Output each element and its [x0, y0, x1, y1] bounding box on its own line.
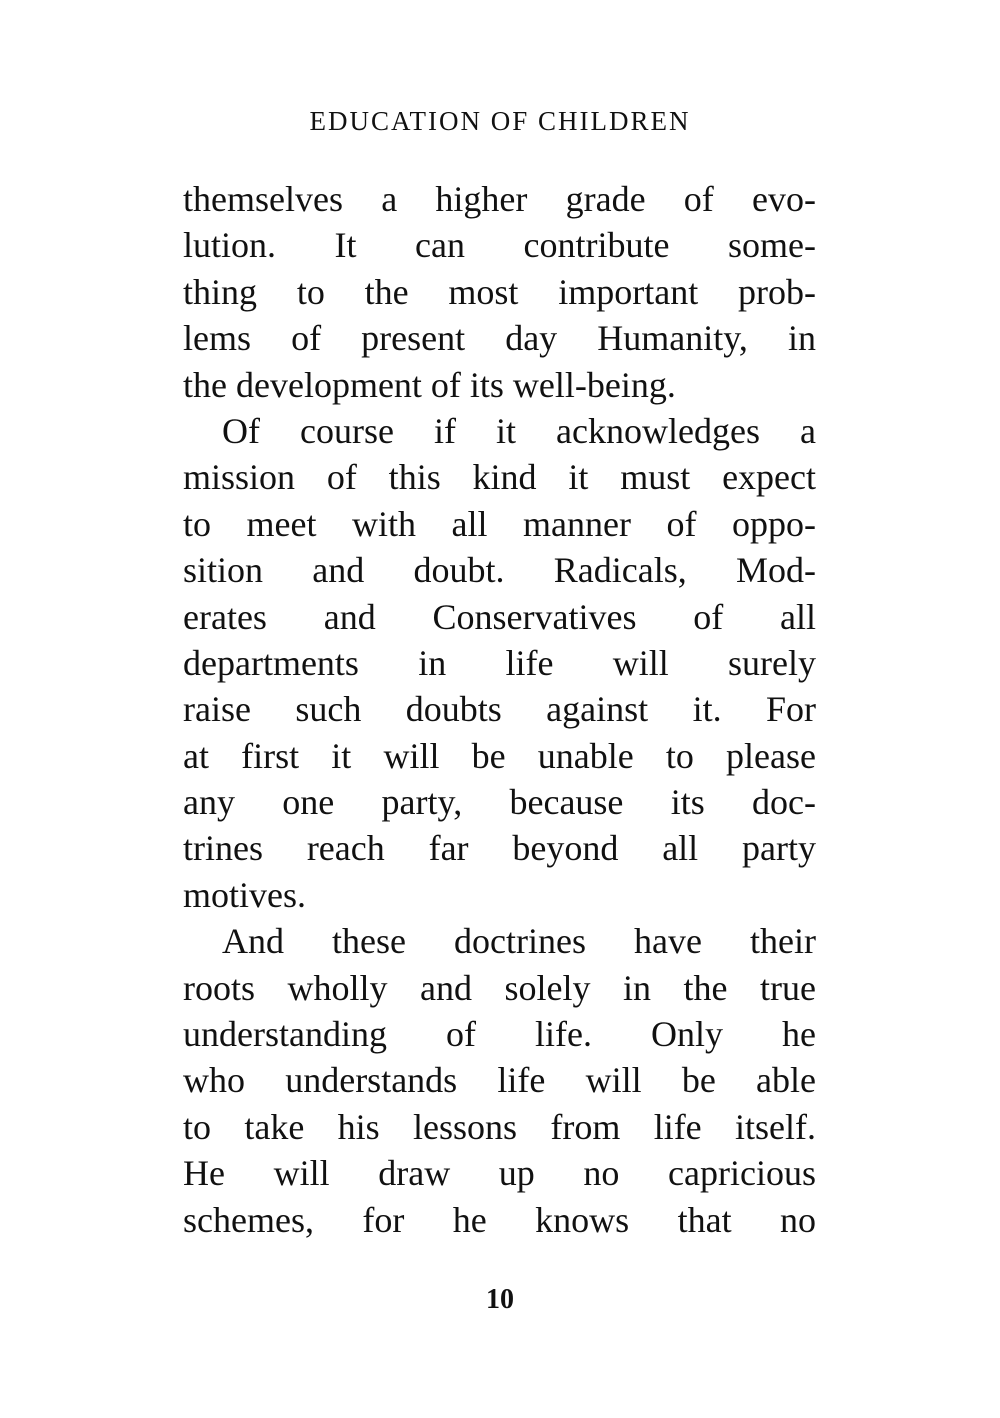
page-number: 10	[486, 1284, 514, 1315]
text-line: erates and Conservatives of all	[183, 596, 816, 637]
text-line: motives.	[183, 874, 306, 915]
text-line: lution. It can contribute some-	[183, 225, 816, 266]
text-line: mission of this kind it must expect	[183, 457, 816, 498]
text-line: schemes, for he knows that no	[183, 1199, 816, 1240]
body-text	[183, 176, 816, 1243]
running-header: EDUCATION OF CHILDREN	[309, 106, 691, 136]
text-line: who understands life will be able	[183, 1060, 816, 1101]
text-line: the development of its well-being.	[183, 364, 676, 405]
text-line: any one party, because its doc-	[183, 782, 816, 823]
text-line: roots wholly and solely in the true	[183, 967, 816, 1008]
text-line: Of course if it acknowledges a	[222, 410, 816, 451]
text-line: lems of present day Humanity, in	[183, 318, 816, 359]
text-line: at first it will be unable to please	[183, 735, 816, 776]
text-line: trines reach far beyond all party	[183, 828, 816, 869]
text-line: sition and doubt. Radicals, Mod-	[183, 550, 816, 591]
text-line: He will draw up no capricious	[183, 1153, 816, 1194]
text-line: to meet with all manner of oppo-	[183, 503, 816, 544]
text-line: raise such doubts against it. For	[183, 689, 816, 730]
text-line: departments in life will surely	[183, 642, 816, 683]
text-line: themselves a higher grade of evo-	[183, 179, 816, 219]
text-line: to take his lessons from life itself.	[183, 1106, 816, 1147]
text-line: And these doctrines have their	[222, 921, 816, 962]
text-line: understanding of life. Only he	[183, 1014, 816, 1055]
text-line: thing to the most important prob-	[183, 271, 816, 312]
